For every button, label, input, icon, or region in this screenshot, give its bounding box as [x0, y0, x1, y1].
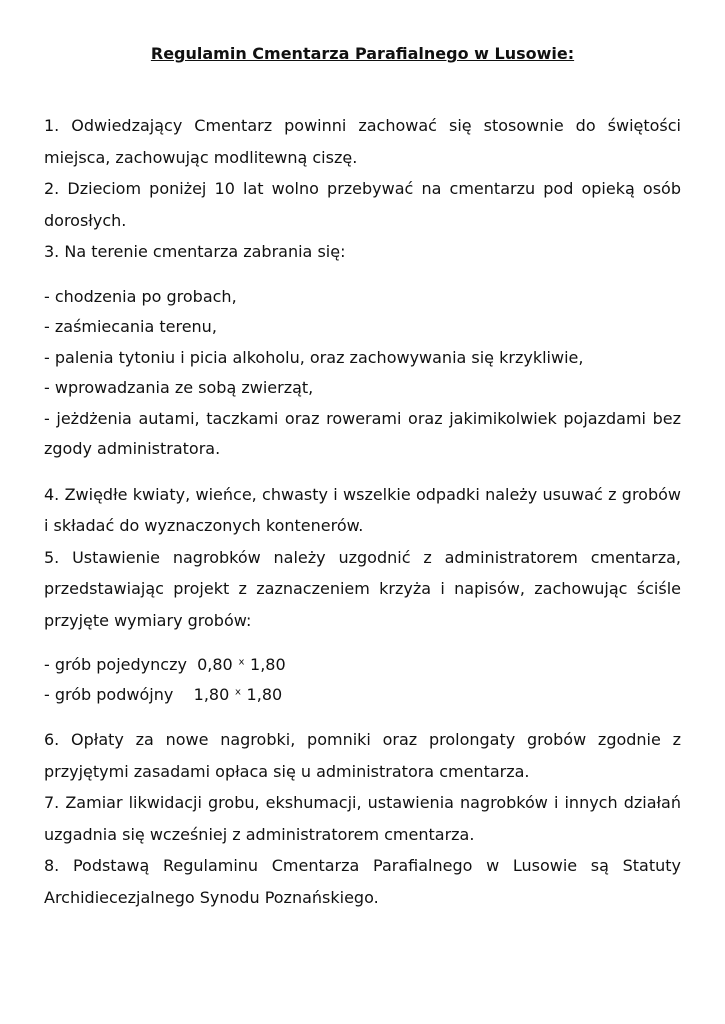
- rules-section-1: [44, 110, 681, 268]
- dimension-double: - grób podwójny 1,80 ˣ 1,80: [44, 685, 283, 704]
- document-title: Regulamin Cmentarza Parafialnego w Lusowie:: [150, 44, 575, 63]
- prohibited-list: [44, 282, 681, 465]
- rule-8: 8. Podstawą Regulaminu Cmentarza Parafialnego w Lusowie są Statuty Archidiecezjalnego Synodu Poznańskiego.: [44, 856, 681, 907]
- rule-4: 4. Zwiędłe kwiaty, wieńce, chwasty i wszelkie odpadki należy usuwać z grobów i składać do wyznaczonych kontenerów.: [44, 484, 681, 535]
- spacer: [44, 465, 681, 479]
- prohibited-item-2: - zaśmiecania terenu,: [44, 317, 217, 336]
- rules-section-2: [44, 479, 681, 637]
- rule-5: 5. Ustawienie nagrobków należy uzgodnić z administratorem cmentarza, przedstawiając projekt z zaznaczeniem krzyża i napisów, zachowując ściśle przyjęte wymiary grobów:: [44, 547, 681, 630]
- rule-3: 3. Na terenie cmentarza zabrania się:: [44, 242, 346, 261]
- rules-section-3: [44, 724, 681, 913]
- rule-2: 2. Dzieciom poniżej 10 lat wolno przebywać na cmentarzu pod opieką osób dorosłych.: [44, 179, 681, 230]
- rule-7: 7. Zamiar likwidacji grobu, ekshumacji, ustawienia nagrobków i innych działań uzgadnia się wcześniej z administratorem cmentarza.: [44, 793, 681, 844]
- spacer: [44, 710, 681, 724]
- prohibited-item-5: - jeżdżenia autami, taczkami oraz rowerami oraz jakimikolwiek pojazdami bez zgody administratora.: [44, 408, 681, 458]
- rule-6: 6. Opłaty za nowe nagrobki, pomniki oraz prolongaty grobów zgodnie z przyjętymi zasadami opłaca się u administratora cmentarza.: [44, 730, 681, 781]
- document-page: [44, 40, 681, 913]
- prohibited-item-1: - chodzenia po grobach,: [44, 286, 237, 306]
- grave-dimensions: [44, 650, 681, 710]
- prohibited-item-3: - palenia tytoniu i picia alkoholu, oraz zachowywania się krzykliwie,: [44, 347, 584, 367]
- dimension-single: - grób pojedynczy 0,80 ˣ 1,80: [44, 655, 286, 674]
- rule-1: 1. Odwiedzający Cmentarz powinni zachować się stosownie do świętości miejsca, zachowując modlitewną ciszę.: [44, 116, 681, 167]
- prohibited-item-4: - wprowadzania ze sobą zwierząt,: [44, 378, 314, 397]
- spacer: [44, 636, 681, 650]
- spacer: [44, 268, 681, 282]
